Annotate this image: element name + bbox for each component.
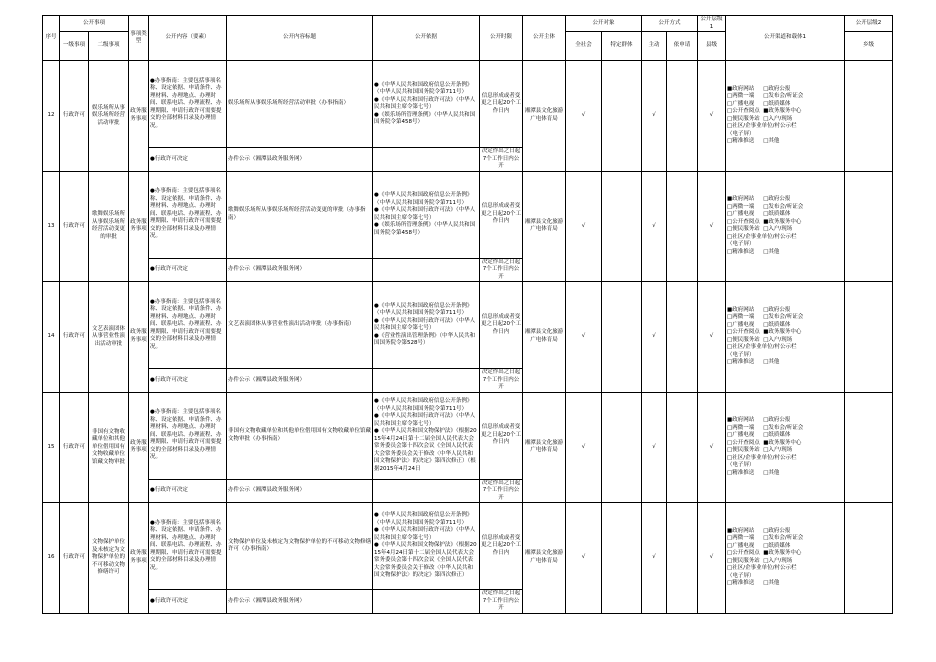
header-method: 公开方式 [642,16,698,32]
disclosure-table [42,15,893,614]
check-township [845,503,893,614]
row-time-main: 信息形成或者变更之日起20个工作日内 [480,503,523,590]
basis-item: ●《中华人民共和国政府信息公开条例》（中华人民共和国国务院令第711号） [374,192,473,206]
basis-item: ●《娱乐场所管理条例》（中华人民共和国国务院令第458号） [374,111,476,125]
header-target-all: 全社会 [566,32,602,61]
header-method-active: 主动 [642,32,667,61]
table-row [43,171,893,258]
row-basis [373,171,480,258]
row-title: 歌舞娱乐场所从事娱乐场所经营活动变更的审批（办事指南） [227,171,373,258]
header-matter-type: 事项类型 [129,16,149,61]
header-target: 公开对象 [566,16,642,32]
row-time-main: 信息形成或者变更之日起20个工作日内 [480,171,523,258]
check-active: √ [642,503,667,614]
row-channels: ■政府网站 □政府公报 □两微一端 □发布会/听证会 □广播电视 □纸质媒体 □公开查阅点 ■政务服务中心 □便民服务站 □入户/现场 □社区/企事业单位/村公示栏 （电子屏） □精准推送 □其他 [726,171,845,282]
check-specific [602,171,642,282]
row-basis [373,392,480,479]
header-level1: 一级事项 [60,32,89,61]
row-level1: 行政许可 [60,392,89,503]
row-decision: ●行政许可决定 [149,590,227,614]
check-active: √ [642,392,667,503]
check-county: √ [698,61,726,172]
row-time-main: 信息形成或者变更之日起20个工作日内 [480,392,523,479]
header-level2: 二级事项 [89,32,129,61]
row-channels: ■政府网站 □政府公报 □两微一端 □发布会/听证会 □广播电视 □纸质媒体 □公开查阅点 ■政务服务中心 □便民服务站 □入户/现场 □社区/企事业单位/村公示栏 （电子屏） □精准推送 □其他 [726,61,845,172]
row-time-decision: 决定作出之日起7个工作日内公开 [480,479,523,503]
basis-item: ●《中华人民共和国行政许可法》（中华人民共和国主席令第七号） [374,317,476,331]
row-subject: 湘潭县文化旅游广电体育局 [523,61,566,172]
row-guide: ●办事指南：主要包括事项名称、设定依据、申请条件、办理材料、办理地点、办理时间、联系电话、办理流程、办理期限、申请行政许可需要提交的全部材料目录及办理情况。 [149,392,227,479]
check-request [667,171,698,282]
row-seq: 15 [43,392,60,503]
header-subject: 公开主体 [523,16,566,61]
row-level1: 行政许可 [60,171,89,282]
row-title: 文艺表演团体从事营业性演出活动审批（办事指南） [227,282,373,369]
row-title: 非国有文物收藏单位和其他单位借用国有文物收藏单位馆藏文物审批（办事指南） [227,392,373,479]
row-level2: 非国有文物收藏单位和其他单位借用国有文物收藏单位馆藏文物审批 [89,392,129,503]
check-township [845,282,893,393]
check-county: √ [698,503,726,614]
row-channels: ■政府网站 □政府公报 □两微一端 □发布会/听证会 □广播电视 □纸质媒体 □公开查阅点 ■政务服务中心 □便民服务站 □入户/现场 □社区/企事业单位/村公示栏 （电子屏） □精准推送 □其他 [726,392,845,503]
row-subject: 湘潭县文化旅游广电体育局 [523,282,566,393]
header-seq: 序号 [43,16,60,61]
header-layer1-county: 县级 [698,32,726,61]
row-level2: 歌舞娱乐场所从事娱乐场所经营活动变更的审批 [89,171,129,282]
basis-item: ●《营业性演出管理条例》（中华人民共和国国务院令第528号） [374,332,476,346]
header-layer2-township: 乡级 [845,32,893,61]
row-seq: 14 [43,282,60,393]
table-row [43,503,893,590]
row-time-decision: 决定作出之日起7个工作日内公开 [480,148,523,172]
check-township [845,171,893,282]
row-level1: 行政许可 [60,503,89,614]
header-method-request: 依申请 [667,32,698,61]
row-decision-basis [373,590,480,614]
row-channels: ■政府网站 □政府公报 □两微一端 □发布会/听证会 □广播电视 □纸质媒体 □公开查阅点 ■政务服务中心 □便民服务站 □入户/现场 □社区/企事业单位/村公示栏 （电子屏） □精准推送 □其他 [726,503,845,614]
check-all: √ [566,61,602,172]
row-seq: 12 [43,61,60,172]
row-guide: ●办事指南：主要包括事项名称、设定依据、申请条件、办理材料、办理地点、办理时间、联系电话、办理流程、办理期限、申请行政许可需要提交的全部材料目录及办理情况。 [149,171,227,258]
row-seq: 16 [43,503,60,614]
basis-item: ●《中华人民共和国政府信息公开条例》（中华人民共和国国务院令第711号） [374,302,473,316]
row-decision-title: 办件公示（湘潭县政务服务网） [227,590,373,614]
row-decision: ●行政许可决定 [149,369,227,393]
row-decision-title: 办件公示（湘潭县政务服务网） [227,369,373,393]
check-active: √ [642,61,667,172]
row-seq: 13 [43,171,60,282]
header-time-limit: 公开时限 [480,16,523,61]
row-level2: 文艺表演团体从事营业性演出活动审批 [89,282,129,393]
basis-item: ●《中华人民共和国政府信息公开条例》（中华人民共和国国务院令第711号） [374,398,473,412]
check-township [845,392,893,503]
row-decision-basis [373,258,480,282]
check-township [845,61,893,172]
basis-item: ●《中华人民共和国行政许可法》（中华人民共和国主席令第七号） [374,413,476,427]
check-specific [602,503,642,614]
row-decision-basis [373,148,480,172]
check-all: √ [566,503,602,614]
header-channel: 公开渠道和载体1 [726,16,845,61]
row-guide: ●办事指南：主要包括事项名称、设定依据、申请条件、办理材料、办理地点、办理时间、联系电话、办理流程、办理期限、申请行政许可需要提交的全部材料目录及办理情况。 [149,61,227,148]
check-all: √ [566,171,602,282]
row-decision-title: 办件公示（湘潭县政务服务网） [227,258,373,282]
check-request [667,392,698,503]
row-level2: 娱乐场所从事娱乐场所经营活动审批 [89,61,129,172]
table-row [43,392,893,479]
row-decision-basis [373,369,480,393]
check-request [667,282,698,393]
basis-item: ●《中华人民共和国文物保护法》（根据2015年4月24日第十二届全国人民代表大会常务委员会第十四次会议《全国人民代表大会常务委员会关于修改〈中华人民共和国文物保护法〉的决定》第四次修正）（根据2015年4月24日 [374,428,477,472]
check-county: √ [698,171,726,282]
header-basis: 公开依据 [373,16,480,61]
row-subject: 湘潭县文化旅游广电体育局 [523,392,566,503]
row-time-decision: 决定作出之日起7个工作日内公开 [480,258,523,282]
basis-item: ●《中华人民共和国行政许可法》（中华人民共和国主席令第七号） [374,527,476,541]
row-basis [373,61,480,148]
header-target-specific: 特定群体 [602,32,642,61]
row-subject: 湘潭县文化旅游广电体育局 [523,503,566,614]
check-all: √ [566,282,602,393]
row-decision: ●行政许可决定 [149,148,227,172]
check-active: √ [642,171,667,282]
row-time-decision: 决定作出之日起7个工作日内公开 [480,590,523,614]
row-type: 政务服务事项 [129,282,149,393]
row-basis [373,503,480,590]
row-level1: 行政许可 [60,61,89,172]
check-county: √ [698,282,726,393]
row-decision-title: 办件公示（湘潭县政务服务网） [227,148,373,172]
table-row [43,282,893,369]
row-guide: ●办事指南：主要包括事项名称、设定依据、申请条件、办理材料、办理地点、办理时间、联系电话、办理流程、办理期限、申请行政许可需要提交的全部材料目录及办理情况。 [149,503,227,590]
row-decision: ●行政许可决定 [149,258,227,282]
basis-item: ●《中华人民共和国文物保护法》（根据2015年4月24日第十二届全国人民代表大会常务委员会第十四次会议《全国人民代表大会常务委员会关于修改〈中华人民共和国文物保护法〉的决定》第四次修正） [374,542,477,579]
row-time-main: 信息形成或者变更之日起20个工作日内 [480,282,523,369]
row-type: 政务服务事项 [129,503,149,614]
row-level2: 文物保护单位及未核定为文物保护单位的不可移动文物修缮许可 [89,503,129,614]
row-title: 文物保护单位及未核定为文物保护单位的不可移动文物修缮许可（办事指南） [227,503,373,590]
row-type: 政务服务事项 [129,171,149,282]
check-specific [602,61,642,172]
basis-item: ●《中华人民共和国政府信息公开条例》（中华人民共和国国务院令第711号） [374,512,473,526]
row-type: 政务服务事项 [129,392,149,503]
check-specific [602,282,642,393]
check-all: √ [566,392,602,503]
basis-item: ●《中华人民共和国政府信息公开条例》（中华人民共和国国务院令第711号） [374,81,473,95]
basis-item: ●《娱乐场所管理条例》（中华人民共和国国务院令第458号） [374,222,476,236]
basis-item: ●《中华人民共和国行政许可法》（中华人民共和国主席令第七号） [374,207,476,221]
header-content: 公开内容（要素） [149,16,227,61]
row-channels: ■政府网站 □政府公报 □两微一端 □发布会/听证会 □广播电视 □纸质媒体 □公开查阅点 ■政务服务中心 □便民服务站 □入户/现场 □社区/企事业单位/村公示栏 （电子屏） □精准推送 □其他 [726,282,845,393]
row-time-decision: 决定作出之日起7个工作日内公开 [480,369,523,393]
row-decision-basis [373,479,480,503]
header-content-title: 公开内容标题 [227,16,373,61]
check-specific [602,392,642,503]
row-title: 娱乐场所从事娱乐场所经营活动审批（办事指南） [227,61,373,148]
row-decision: ●行政许可决定 [149,479,227,503]
row-type: 政务服务事项 [129,61,149,172]
row-basis [373,282,480,369]
row-guide: ●办事指南：主要包括事项名称、设定依据、申请条件、办理材料、办理地点、办理时间、联系电话、办理流程、办理期限、申请行政许可需要提交的全部材料目录及办理情况。 [149,282,227,369]
basis-item: ●《中华人民共和国行政许可法》（中华人民共和国主席令第七号） [374,96,476,110]
check-county: √ [698,392,726,503]
row-time-main: 信息形成或者变更之日起20个工作日内 [480,61,523,148]
row-level1: 行政许可 [60,282,89,393]
row-decision-title: 办件公示（湘潭县政务服务网） [227,479,373,503]
check-request [667,61,698,172]
header-layer1: 公开层级1 [698,16,726,32]
header-matter: 公开事项 [60,16,129,32]
header-layer2: 公开层级2 [845,16,893,32]
row-subject: 湘潭县文化旅游广电体育局 [523,171,566,282]
check-active: √ [642,282,667,393]
table-row [43,61,893,148]
check-request [667,503,698,614]
